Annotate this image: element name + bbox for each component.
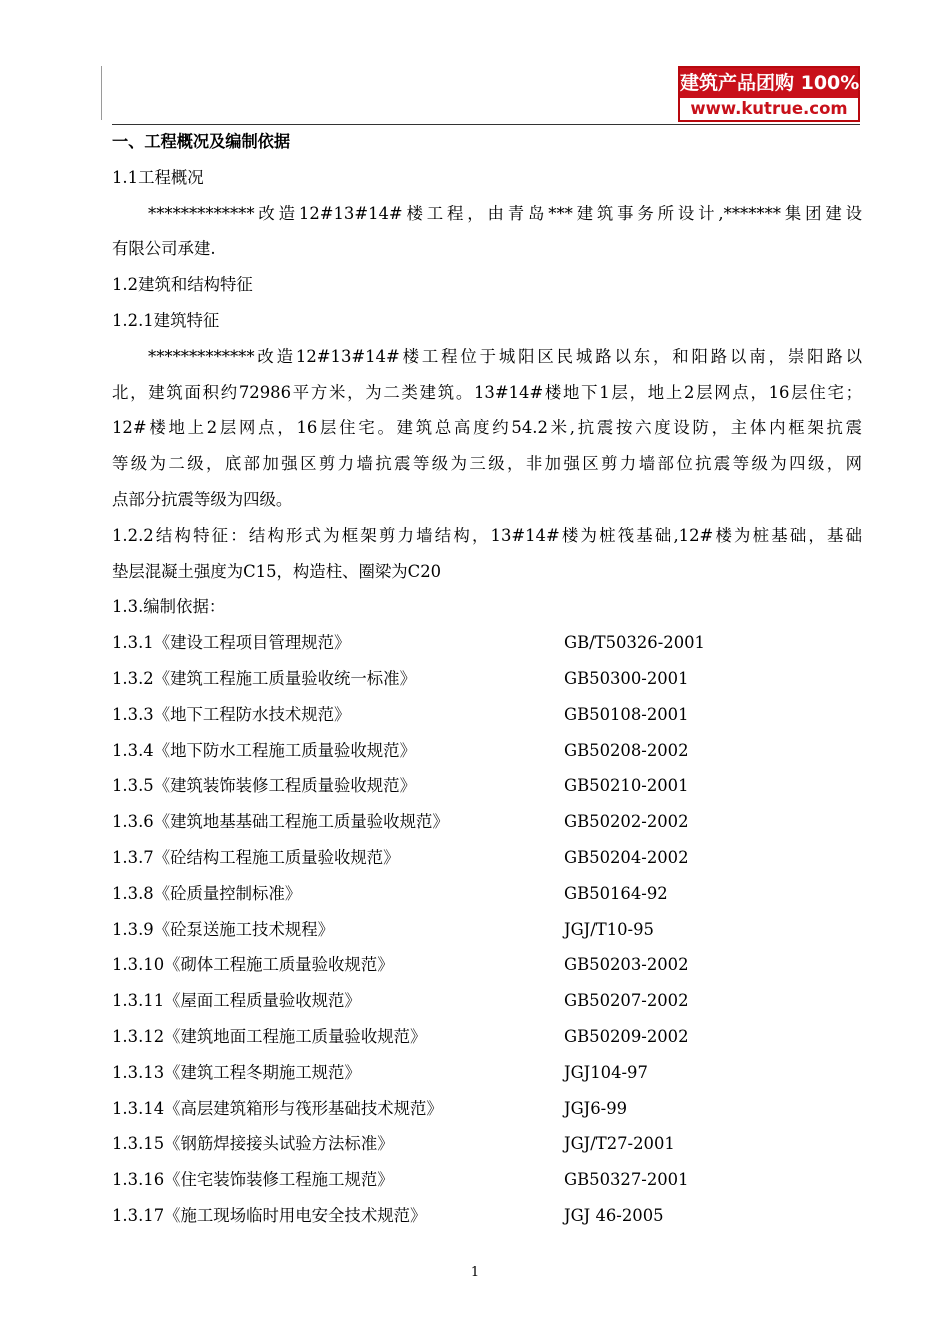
reference-name: 1.3.12《建筑地面工程施工质量验收规范》 [112,1026,427,1046]
reference-code: GB/T50326-2001 [564,633,705,653]
reference-item [112,840,862,876]
reference-code: JGJ/T27-2001 [564,1134,675,1154]
reference-name: 1.3.17《施工现场临时用电安全技术规范》 [112,1205,427,1225]
building-paragraph-line: 12#楼地上2层网点，16层住宅。建筑总高度约54.2米,抗震按六度设防，主体内框架抗震 [112,418,862,438]
reference-item [112,804,862,840]
reference-code: GB50164-92 [564,883,668,903]
reference-name: 1.3.13《建筑工程冬期施工规范》 [112,1062,361,1082]
reference-item [112,1091,862,1127]
reference-item [112,733,862,769]
reference-item [112,983,862,1019]
overview-paragraph-line: *************改造12#13#14#楼工程，由青岛***建筑事务所设计,*******集团建设 [148,203,862,223]
building-paragraph-line: *************改造12#13#14#楼工程位于城阳区民城路以东，和阳路以南，崇阳路以 [148,346,862,366]
reference-name: 1.3.9《砼泵送施工技术规程》 [112,919,335,939]
reference-code: GB50210-2001 [564,776,689,796]
reference-code: GB50300-2001 [564,668,689,688]
reference-code: GB50203-2002 [564,955,689,975]
reference-name: 1.3.15《钢筋焊接接头试验方法标准》 [112,1134,394,1154]
reference-item [112,1019,862,1055]
reference-code: GB50202-2002 [564,812,689,832]
structure-paragraph-line: 1.2.2结构特征：结构形式为框架剪力墙结构，13#14#楼为桩筏基础,12#楼为桩基础，基础 [112,525,862,545]
heading-1-2-1: 1.2.1建筑特征 [112,310,220,330]
page-number: 1 [470,1265,480,1280]
reference-name: 1.3.16《住宅装饰装修工程施工规范》 [112,1170,394,1190]
reference-code: GB50108-2001 [564,704,689,724]
heading-1-2: 1.2建筑和结构特征 [112,275,253,295]
reference-code: JGJ6-99 [564,1098,628,1118]
margin-marker [101,66,102,120]
logo-slogan: 建筑产品团购 100%正品 [680,68,858,98]
reference-name: 1.3.11《屋面工程质量验收规范》 [112,991,361,1011]
building-paragraph-line: 点部分抗震等级为四级。 [112,489,293,509]
reference-item [112,876,862,912]
section-title: 一、工程概况及编制依据 [112,132,291,151]
reference-code: JGJ104-97 [564,1062,648,1082]
reference-name: 1.3.5《建筑装饰装修工程质量验收规范》 [112,776,416,796]
reference-item [112,947,862,983]
reference-code: JGJ 46-2005 [564,1205,664,1225]
logo-url: www.kutrue.com [690,99,848,118]
reference-name: 1.3.8《砼质量控制标准》 [112,883,302,903]
reference-item [112,1198,862,1234]
reference-list [112,625,862,1234]
reference-code: GB50208-2002 [564,740,689,760]
reference-name: 1.3.6《建筑地基基础工程施工质量验收规范》 [112,812,449,832]
heading-1-1: 1.1工程概况 [112,167,204,187]
reference-item [112,625,862,661]
reference-name: 1.3.14《高层建筑箱形与筏形基础技术规范》 [112,1098,443,1118]
building-paragraph-line: 北，建筑面积约72986平方米，为二类建筑。13#14#楼地下1层，地上2层网点，16层住宅； [112,382,862,402]
building-paragraph-line: 等级为二级，底部加强区剪力墙抗震等级为三级，非加强区剪力墙部位抗震等级为四级，网 [112,454,862,474]
reference-item [112,768,862,804]
reference-code: GB50327-2001 [564,1170,689,1190]
reference-item [112,1126,862,1162]
kutrue-logo [678,66,898,122]
reference-code: JGJ/T10-95 [564,919,654,939]
reference-name: 1.3.3《地下工程防水技术规范》 [112,704,351,724]
reference-item [112,912,862,948]
reference-item [112,1162,862,1198]
structure-paragraph-line: 垫层混凝土强度为C15，构造柱、圈梁为C20 [112,561,442,581]
reference-item [112,1055,862,1091]
reference-name: 1.3.7《砼结构工程施工质量验收规范》 [112,847,400,867]
reference-name: 1.3.1《建设工程项目管理规范》 [112,633,351,653]
reference-code: GB50204-2002 [564,847,689,867]
reference-name: 1.3.4《地下防水工程施工质量验收规范》 [112,740,416,760]
document-body [112,124,862,1234]
reference-name: 1.3.2《建筑工程施工质量验收统一标准》 [112,668,416,688]
reference-item [112,697,862,733]
reference-code: GB50207-2002 [564,991,689,1011]
reference-name: 1.3.10《砌体工程施工质量验收规范》 [112,955,394,975]
heading-1-3: 1.3.编制依据： [112,597,226,617]
reference-item [112,661,862,697]
overview-paragraph-line: 有限公司承建. [112,239,216,259]
reference-code: GB50209-2002 [564,1026,689,1046]
